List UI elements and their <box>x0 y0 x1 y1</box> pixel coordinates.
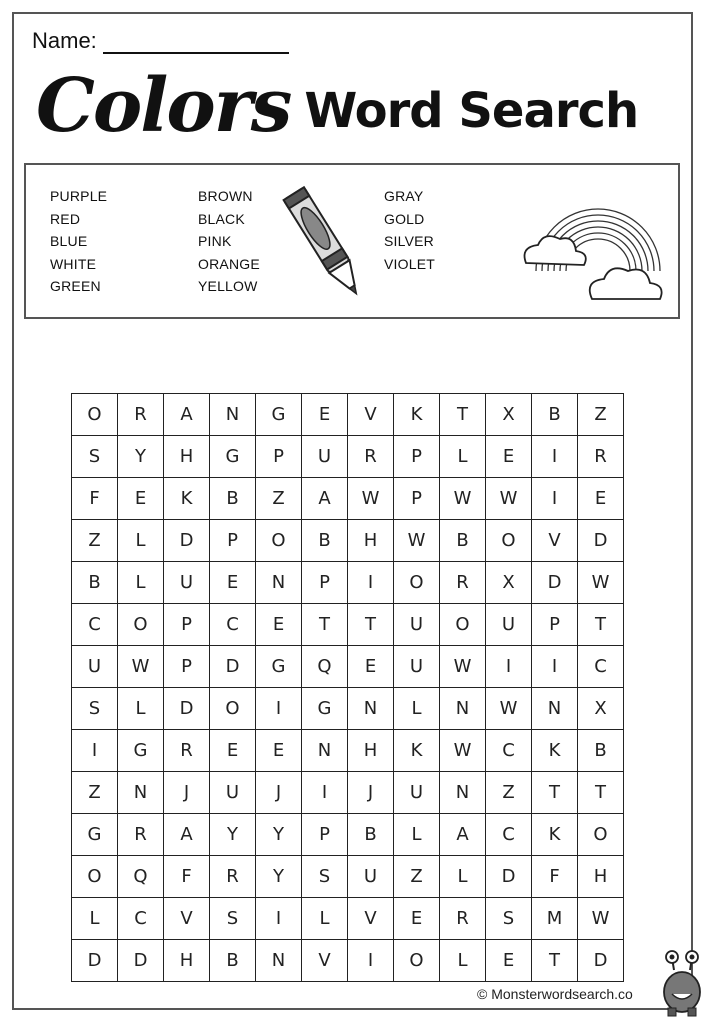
grid-cell[interactable]: V <box>348 898 394 940</box>
grid-cell[interactable]: R <box>578 436 624 478</box>
grid-cell[interactable]: B <box>578 730 624 772</box>
grid-cell[interactable]: R <box>440 898 486 940</box>
word-item: BROWN <box>198 188 253 204</box>
grid-cell[interactable]: P <box>302 562 348 604</box>
grid-cell[interactable]: H <box>164 940 210 982</box>
grid-cell[interactable]: G <box>256 646 302 688</box>
word-item: BLACK <box>198 210 245 227</box>
grid-cell[interactable]: U <box>210 772 256 814</box>
grid-cell[interactable]: T <box>532 940 578 982</box>
grid-cell[interactable]: I <box>256 898 302 940</box>
name-label: Name: <box>32 28 97 53</box>
grid-cell[interactable]: C <box>486 730 532 772</box>
grid-cell[interactable]: W <box>486 478 532 520</box>
grid-cell[interactable]: U <box>486 604 532 646</box>
grid-cell[interactable]: N <box>532 688 578 730</box>
grid-cell[interactable]: I <box>532 646 578 688</box>
grid-cell[interactable]: D <box>164 520 210 562</box>
grid-cell[interactable]: D <box>164 688 210 730</box>
grid-cell[interactable]: E <box>210 562 256 604</box>
grid-cell[interactable]: H <box>348 520 394 562</box>
grid-cell[interactable]: K <box>164 478 210 520</box>
grid-cell[interactable]: R <box>348 436 394 478</box>
grid-cell[interactable]: R <box>210 856 256 898</box>
grid-cell[interactable]: T <box>440 394 486 436</box>
grid-cell[interactable]: E <box>256 604 302 646</box>
grid-row <box>72 436 624 478</box>
grid-cell[interactable]: W <box>118 646 164 688</box>
grid-cell[interactable]: O <box>394 562 440 604</box>
grid-cell[interactable]: Y <box>256 814 302 856</box>
grid-row <box>72 772 624 814</box>
grid-row <box>72 604 624 646</box>
grid-cell[interactable]: P <box>394 478 440 520</box>
grid-cell[interactable]: P <box>302 814 348 856</box>
grid-cell[interactable]: J <box>164 772 210 814</box>
grid-cell[interactable]: O <box>440 604 486 646</box>
grid-cell[interactable]: H <box>348 730 394 772</box>
grid-cell[interactable]: I <box>532 436 578 478</box>
grid-cell[interactable]: U <box>72 646 118 688</box>
grid-cell[interactable]: H <box>578 856 624 898</box>
grid-cell[interactable]: A <box>164 394 210 436</box>
grid-cell[interactable]: D <box>72 940 118 982</box>
grid-cell[interactable]: W <box>440 478 486 520</box>
grid-cell[interactable]: Q <box>118 856 164 898</box>
word-item: BLUE <box>50 233 88 250</box>
grid-cell[interactable]: A <box>302 478 348 520</box>
grid-cell[interactable]: A <box>164 814 210 856</box>
grid-cell[interactable]: O <box>256 520 302 562</box>
grid-cell[interactable]: V <box>302 940 348 982</box>
grid-cell[interactable]: Z <box>578 394 624 436</box>
word-item: SILVER <box>384 233 434 250</box>
grid-cell[interactable]: L <box>72 898 118 940</box>
grid-cell[interactable]: F <box>72 478 118 520</box>
grid-row <box>72 730 624 772</box>
grid-row <box>72 814 624 856</box>
grid-cell[interactable]: B <box>302 520 348 562</box>
grid-cell[interactable]: T <box>302 604 348 646</box>
grid-cell[interactable]: G <box>302 688 348 730</box>
rainbow-cloud-icon <box>496 171 676 311</box>
monster-mascot-icon <box>660 948 706 1018</box>
grid-cell[interactable]: D <box>486 856 532 898</box>
grid-cell[interactable]: N <box>256 940 302 982</box>
grid-cell[interactable]: F <box>532 856 578 898</box>
grid-cell[interactable]: R <box>164 730 210 772</box>
grid-cell[interactable]: B <box>532 394 578 436</box>
grid-cell[interactable]: O <box>486 520 532 562</box>
grid-cell[interactable]: T <box>532 772 578 814</box>
grid-row <box>72 562 624 604</box>
grid-cell[interactable]: R <box>118 814 164 856</box>
grid-cell[interactable]: N <box>210 394 256 436</box>
grid-cell[interactable]: L <box>118 520 164 562</box>
grid-cell[interactable]: O <box>210 688 256 730</box>
grid-cell[interactable]: K <box>394 394 440 436</box>
grid-cell[interactable]: B <box>210 940 256 982</box>
grid-cell[interactable]: B <box>348 814 394 856</box>
grid-cell[interactable]: W <box>578 562 624 604</box>
grid-cell[interactable]: C <box>486 814 532 856</box>
grid-row <box>72 688 624 730</box>
grid-cell[interactable]: L <box>394 814 440 856</box>
grid-cell[interactable]: E <box>348 646 394 688</box>
grid-cell[interactable]: U <box>394 604 440 646</box>
grid-cell[interactable]: C <box>118 898 164 940</box>
grid-cell[interactable]: U <box>394 772 440 814</box>
grid-cell[interactable]: P <box>394 436 440 478</box>
title-script: Colors <box>36 63 291 149</box>
grid-cell[interactable]: T <box>348 604 394 646</box>
grid-cell[interactable]: E <box>256 730 302 772</box>
grid-cell[interactable]: E <box>302 394 348 436</box>
grid-cell[interactable]: S <box>72 688 118 730</box>
grid-row <box>72 856 624 898</box>
word-item: RED <box>50 210 81 227</box>
word-item: YELLOW <box>198 278 258 295</box>
grid-cell[interactable]: I <box>532 478 578 520</box>
grid-cell[interactable]: D <box>210 646 256 688</box>
grid-cell[interactable]: Z <box>72 772 118 814</box>
grid-cell[interactable]: Z <box>72 520 118 562</box>
grid-cell[interactable]: C <box>210 604 256 646</box>
grid-cell[interactable]: L <box>302 898 348 940</box>
grid-cell[interactable]: N <box>440 772 486 814</box>
word-item: GRAY <box>384 188 424 204</box>
word-list-box <box>24 163 680 319</box>
grid-row <box>72 898 624 940</box>
grid-cell[interactable]: P <box>164 646 210 688</box>
grid-cell[interactable]: U <box>348 856 394 898</box>
title-rest: Word Search <box>304 83 639 139</box>
grid-cell[interactable]: F <box>164 856 210 898</box>
grid-cell[interactable]: O <box>118 604 164 646</box>
grid-cell[interactable]: I <box>348 940 394 982</box>
grid-cell[interactable]: L <box>394 688 440 730</box>
grid-row <box>72 478 624 520</box>
grid-cell[interactable]: D <box>578 520 624 562</box>
grid-cell[interactable]: U <box>394 646 440 688</box>
grid-cell[interactable]: W <box>348 478 394 520</box>
grid-cell[interactable]: S <box>72 436 118 478</box>
grid-cell[interactable]: W <box>440 730 486 772</box>
grid-cell[interactable]: S <box>486 898 532 940</box>
word-item: ORANGE <box>198 255 260 272</box>
grid-cell[interactable]: Z <box>256 478 302 520</box>
grid-cell[interactable]: I <box>348 562 394 604</box>
grid-cell[interactable]: P <box>256 436 302 478</box>
grid-cell[interactable]: W <box>486 688 532 730</box>
grid-cell[interactable]: W <box>578 898 624 940</box>
grid-cell[interactable]: O <box>578 814 624 856</box>
grid-cell[interactable]: X <box>486 394 532 436</box>
grid-cell[interactable]: C <box>578 646 624 688</box>
grid-cell[interactable]: M <box>532 898 578 940</box>
grid-cell[interactable]: E <box>486 940 532 982</box>
word-column-3 <box>384 185 435 275</box>
grid-cell[interactable]: D <box>532 562 578 604</box>
grid-cell[interactable]: G <box>118 730 164 772</box>
grid-cell[interactable]: I <box>72 730 118 772</box>
copyright-text: © Monsterwordsearch.co <box>477 986 633 1002</box>
grid-cell[interactable]: O <box>72 856 118 898</box>
grid-cell[interactable]: N <box>118 772 164 814</box>
word-item: VIOLET <box>384 255 435 272</box>
word-item: PINK <box>198 233 232 250</box>
grid-cell[interactable]: Y <box>118 436 164 478</box>
grid-cell[interactable]: N <box>302 730 348 772</box>
grid-cell[interactable]: H <box>164 436 210 478</box>
name-line[interactable] <box>103 30 289 54</box>
word-column-1 <box>50 185 107 298</box>
grid-cell[interactable]: P <box>164 604 210 646</box>
page-title <box>36 56 676 156</box>
grid-cell[interactable]: S <box>210 898 256 940</box>
word-item: PURPLE <box>50 188 108 204</box>
grid-cell[interactable]: P <box>532 604 578 646</box>
grid-cell[interactable]: U <box>164 562 210 604</box>
grid-cell[interactable]: N <box>440 688 486 730</box>
grid-cell[interactable]: Y <box>210 814 256 856</box>
grid-cell[interactable]: D <box>118 940 164 982</box>
grid-cell[interactable]: J <box>348 772 394 814</box>
grid-cell[interactable]: U <box>302 436 348 478</box>
grid-cell[interactable]: W <box>440 646 486 688</box>
crayon-icon <box>274 177 374 307</box>
grid-cell[interactable]: R <box>440 562 486 604</box>
grid-cell[interactable]: D <box>578 940 624 982</box>
grid-cell[interactable]: L <box>118 688 164 730</box>
grid-cell[interactable]: R <box>118 394 164 436</box>
grid-cell[interactable]: L <box>440 940 486 982</box>
grid-cell[interactable]: L <box>118 562 164 604</box>
grid-cell[interactable]: O <box>394 940 440 982</box>
grid-row <box>72 394 624 436</box>
grid-cell[interactable]: C <box>72 604 118 646</box>
grid-row <box>72 646 624 688</box>
grid-cell[interactable]: L <box>440 436 486 478</box>
grid-cell[interactable]: I <box>302 772 348 814</box>
grid-cell[interactable]: Z <box>394 856 440 898</box>
grid-cell[interactable]: Y <box>256 856 302 898</box>
grid-cell[interactable]: S <box>302 856 348 898</box>
grid-cell[interactable]: G <box>256 394 302 436</box>
grid-cell[interactable]: B <box>72 562 118 604</box>
grid-cell[interactable]: I <box>486 646 532 688</box>
grid-cell[interactable]: T <box>578 772 624 814</box>
word-column-2 <box>198 185 260 298</box>
grid-cell[interactable]: V <box>348 394 394 436</box>
grid-cell[interactable]: W <box>394 520 440 562</box>
grid-cell[interactable]: N <box>256 562 302 604</box>
grid-cell[interactable]: E <box>486 436 532 478</box>
grid-cell[interactable]: K <box>532 730 578 772</box>
grid-cell[interactable]: X <box>578 688 624 730</box>
grid-cell[interactable]: I <box>256 688 302 730</box>
grid-cell[interactable]: N <box>348 688 394 730</box>
grid-cell[interactable]: B <box>210 478 256 520</box>
grid-cell[interactable]: K <box>532 814 578 856</box>
grid-cell[interactable]: B <box>440 520 486 562</box>
grid-cell[interactable]: T <box>578 604 624 646</box>
grid-cell[interactable]: E <box>578 478 624 520</box>
grid-cell[interactable]: Q <box>302 646 348 688</box>
grid-cell[interactable]: K <box>394 730 440 772</box>
grid-cell[interactable]: E <box>394 898 440 940</box>
grid-cell[interactable]: X <box>486 562 532 604</box>
grid-row <box>72 940 624 982</box>
word-item: GREEN <box>50 278 101 295</box>
grid-cell[interactable]: G <box>210 436 256 478</box>
grid-cell[interactable]: L <box>440 856 486 898</box>
grid-cell[interactable]: J <box>256 772 302 814</box>
grid-cell[interactable]: V <box>164 898 210 940</box>
word-item: WHITE <box>50 255 97 272</box>
grid-cell[interactable]: Z <box>486 772 532 814</box>
grid-cell[interactable]: E <box>118 478 164 520</box>
grid-cell[interactable]: O <box>72 394 118 436</box>
grid-cell[interactable]: P <box>210 520 256 562</box>
name-row <box>32 28 289 54</box>
grid-cell[interactable]: E <box>210 730 256 772</box>
grid-cell[interactable]: A <box>440 814 486 856</box>
word-item: GOLD <box>384 210 425 227</box>
grid-cell[interactable]: V <box>532 520 578 562</box>
grid-cell[interactable]: G <box>72 814 118 856</box>
letter-grid <box>71 393 624 982</box>
grid-row <box>72 520 624 562</box>
